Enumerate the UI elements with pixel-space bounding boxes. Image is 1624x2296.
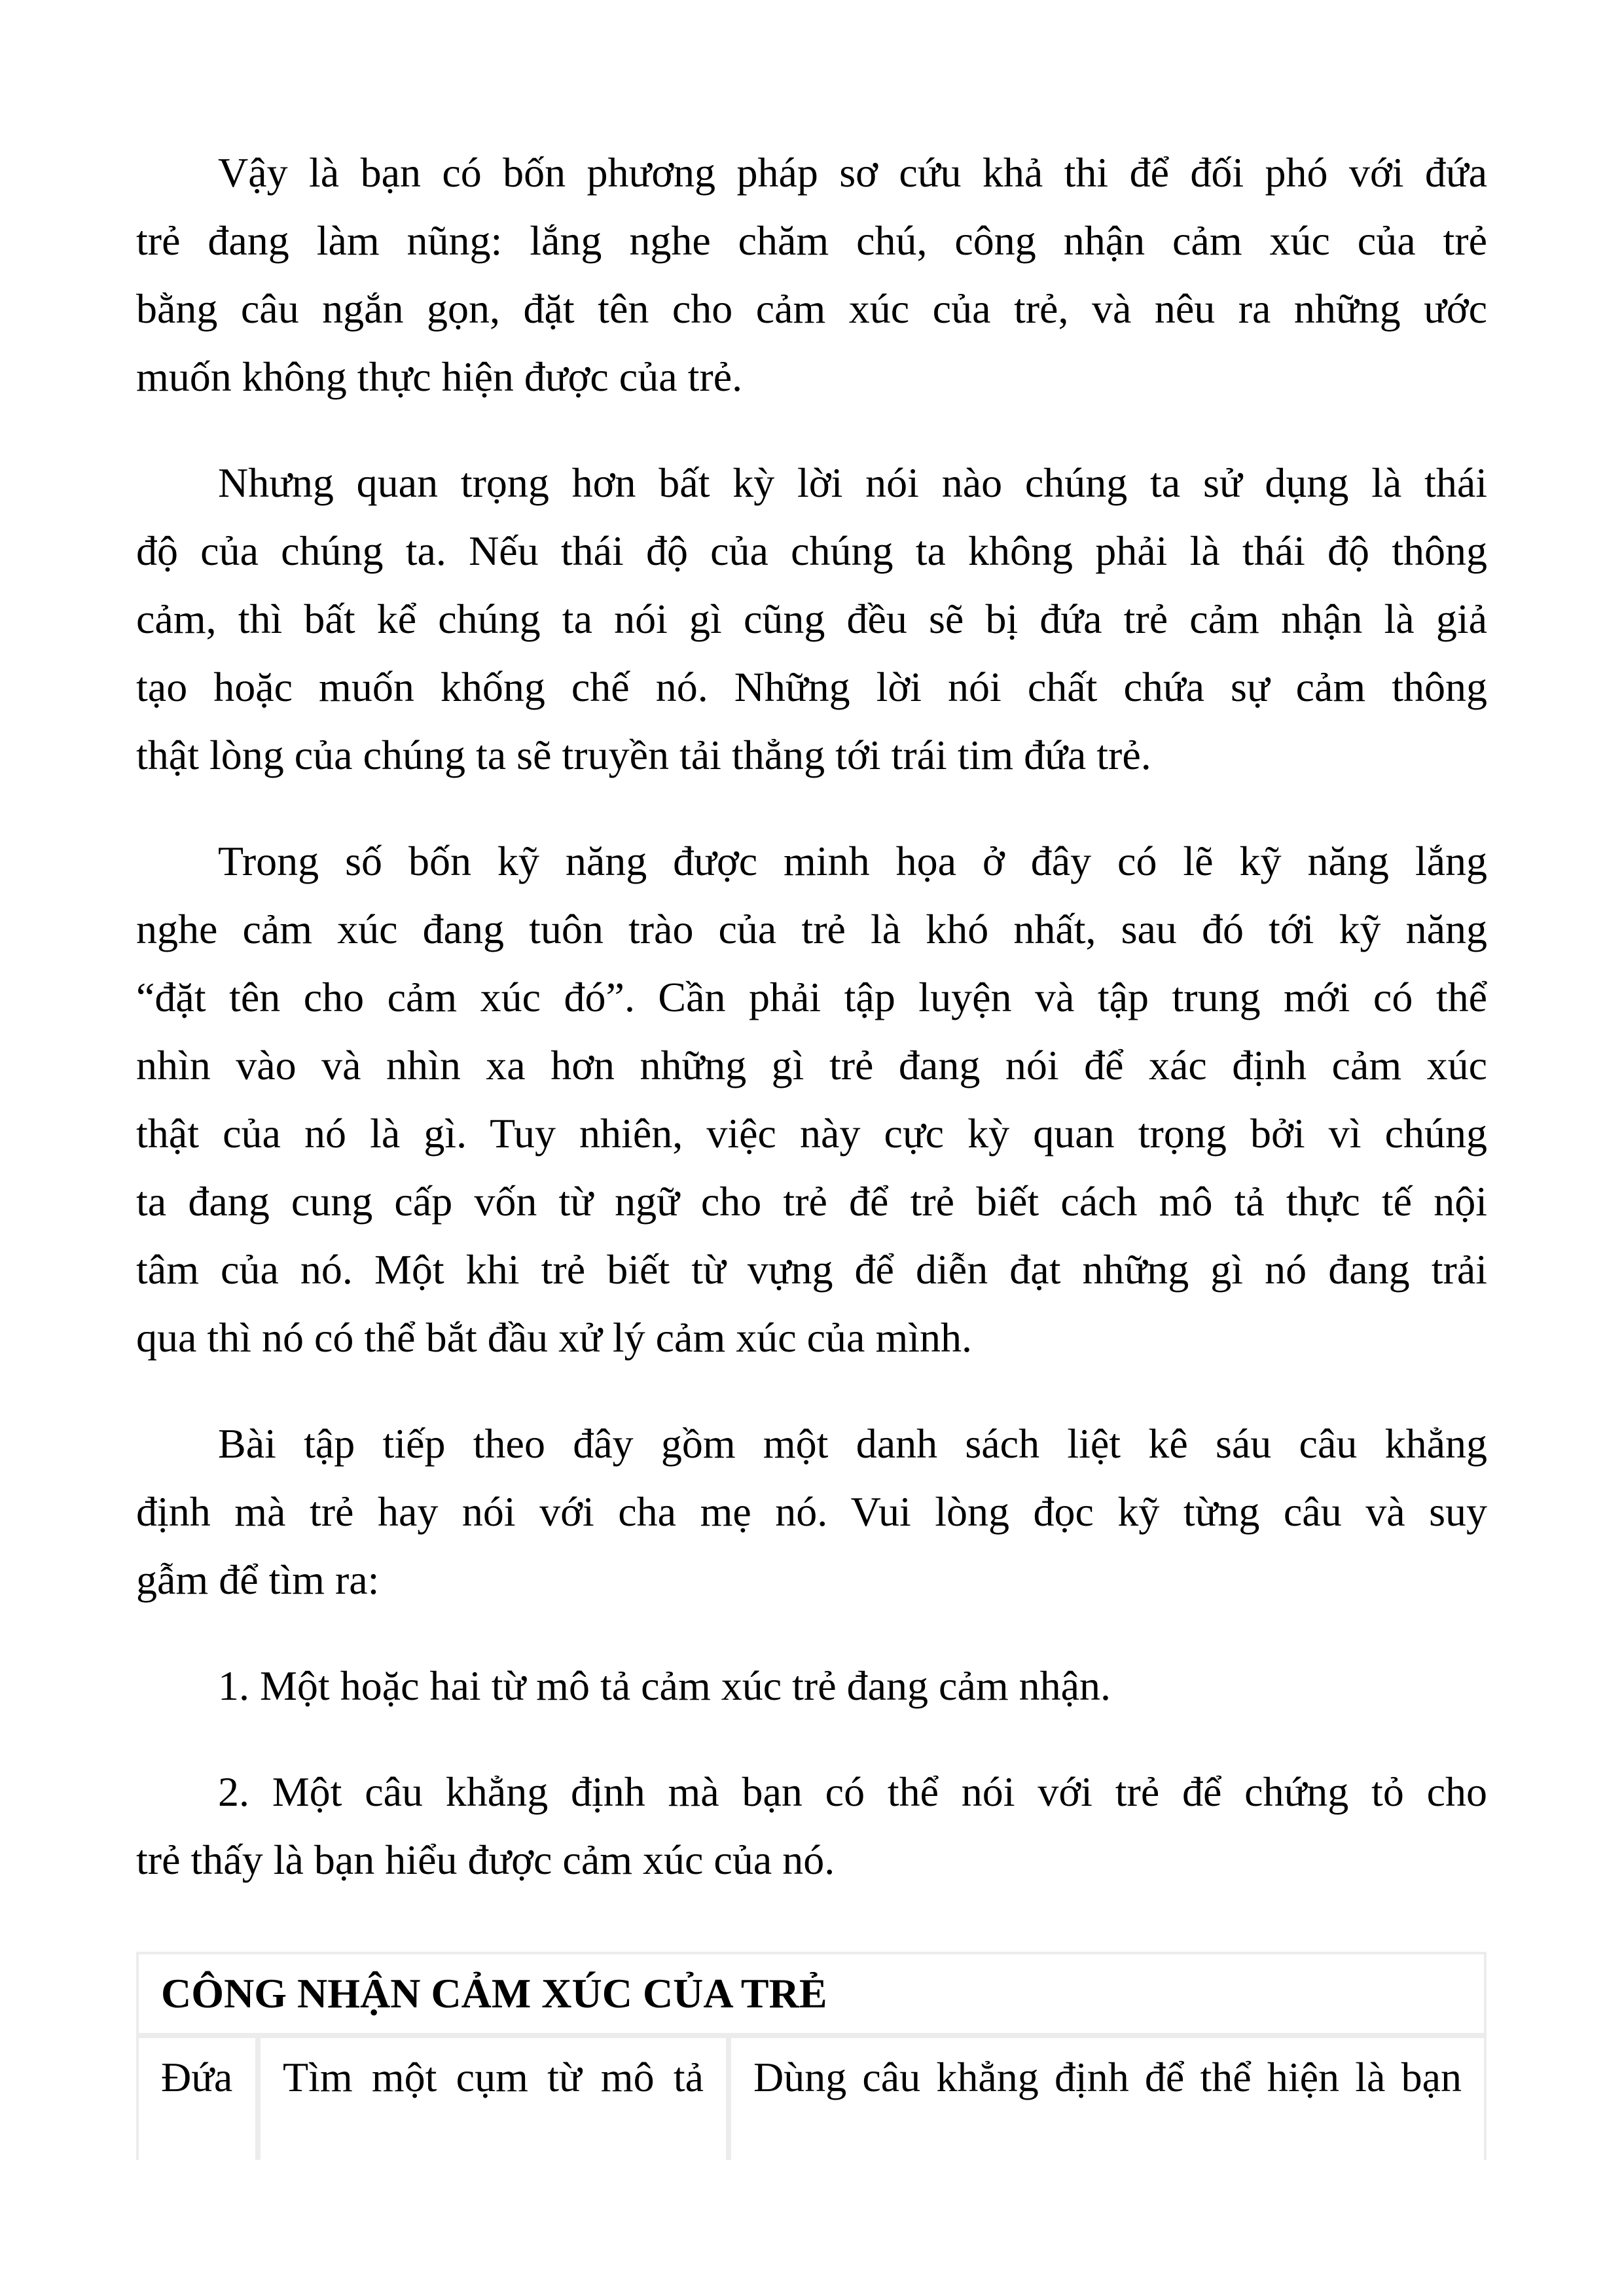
text-line: nghe cảm xúc đang tuôn trào của trẻ là khó nhất, sau đó tới kỹ năng bbox=[136, 906, 1487, 952]
body-paragraphs bbox=[136, 139, 1487, 1894]
table-cell-describe-phrase: Tìm một cụm từ mô tả bbox=[258, 2036, 729, 2160]
text-line: độ của chúng ta. Nếu thái độ của chúng ta không phải là thái độ thông bbox=[136, 528, 1487, 574]
text-line: trẻ thấy là bạn hiểu được cảm xúc của nó. bbox=[136, 1837, 835, 1883]
text-line: muốn không thực hiện được của trẻ. bbox=[136, 353, 743, 400]
paragraph bbox=[136, 827, 1487, 1372]
text-line: qua thì nó có thể bắt đầu xử lý cảm xúc của mình. bbox=[136, 1314, 972, 1361]
text-line: 2. Một câu khẳng định mà bạn có thể nói với trẻ để chứng tỏ cho bbox=[218, 1768, 1487, 1815]
text-line: tạo hoặc muốn khống chế nó. Những lời nói chất chứa sự cảm thông bbox=[136, 664, 1487, 710]
text-line: trẻ đang làm nũng: lắng nghe chăm chú, công nhận cảm xúc của trẻ bbox=[136, 217, 1487, 264]
list-item bbox=[136, 1652, 1487, 1720]
table-header-row bbox=[136, 1952, 1487, 2036]
table-cell-affirmation: Dùng câu khẳng định để thể hiện là bạn bbox=[729, 2036, 1487, 2160]
text-line: ta đang cung cấp vốn từ ngữ cho trẻ để trẻ biết cách mô tả thực tế nội bbox=[136, 1178, 1487, 1225]
text-line: Bài tập tiếp theo đây gồm một danh sách liệt kê sáu câu khẳng bbox=[218, 1420, 1487, 1467]
table-title: CÔNG NHẬN CẢM XÚC CỦA TRẺ bbox=[136, 1952, 1487, 2036]
text-line: cảm, thì bất kể chúng ta nói gì cũng đều sẽ bị đứa trẻ cảm nhận là giả bbox=[136, 596, 1487, 642]
paragraph bbox=[136, 449, 1487, 789]
text-line: thật của nó là gì. Tuy nhiên, việc này cực kỳ quan trọng bởi vì chúng bbox=[136, 1110, 1487, 1157]
table-region bbox=[136, 1952, 1487, 2160]
text-line: nhìn vào và nhìn xa hơn những gì trẻ đang nói để xác định cảm xúc bbox=[136, 1042, 1487, 1088]
text-line: tâm của nó. Một khi trẻ biết từ vựng để diễn đạt những gì nó đang trải bbox=[136, 1246, 1487, 1293]
text-line: “đặt tên cho cảm xúc đó”. Cần phải tập luyện và tập trung mới có thể bbox=[136, 974, 1487, 1020]
text-line: định mà trẻ hay nói với cha mẹ nó. Vui lòng đọc kỹ từng câu và suy bbox=[136, 1488, 1487, 1535]
table-row bbox=[136, 2036, 1487, 2160]
text-line: Trong số bốn kỹ năng được minh họa ở đây có lẽ kỹ năng lắng bbox=[218, 838, 1487, 884]
text-line: Nhưng quan trọng hơn bất kỳ lời nói nào chúng ta sử dụng là thái bbox=[218, 459, 1487, 506]
emotion-validation-table bbox=[136, 1952, 1487, 2160]
list-item bbox=[136, 1758, 1487, 1894]
text-line: 1. Một hoặc hai từ mô tả cảm xúc trẻ đang cảm nhận. bbox=[218, 1662, 1111, 1709]
paragraph bbox=[136, 1410, 1487, 1614]
text-line: gẫm để tìm ra: bbox=[136, 1556, 380, 1603]
text-line: Vậy là bạn có bốn phương pháp sơ cứu khả thi để đối phó với đứa bbox=[218, 149, 1487, 196]
paragraph bbox=[136, 139, 1487, 411]
text-line: bằng câu ngắn gọn, đặt tên cho cảm xúc của trẻ, và nêu ra những ước bbox=[136, 285, 1487, 332]
text-line: thật lòng của chúng ta sẽ truyền tải thẳng tới trái tim đứa trẻ. bbox=[136, 732, 1151, 778]
table-cell-child: Đứa bbox=[136, 2036, 258, 2160]
